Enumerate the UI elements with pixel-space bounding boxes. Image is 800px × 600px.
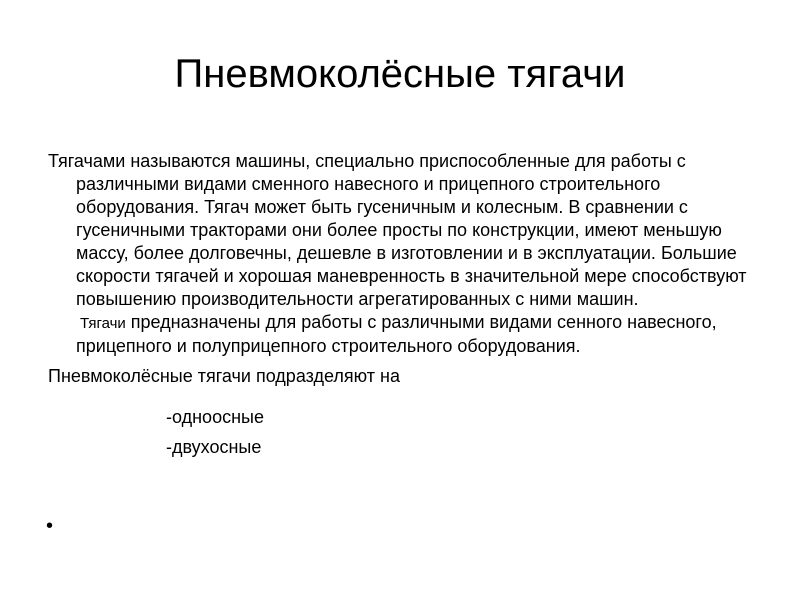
paragraph-purpose: [48, 311, 760, 358]
list-item-single-axle: -одноосные: [166, 407, 264, 427]
slide-body: [48, 150, 760, 459]
paragraph-purpose-lead: Тягачи: [80, 315, 126, 332]
paragraph-definition: Тягачами называются машины, специально приспособленные для работы с различными видами сменного навесного и прицепного строительного оборудования. Тягач может быть гусеничным и колесным. В сравнении с гусеничными тракторами они более просты по конструкции, имеют меньшую массу, более долговечны, дешевле в изготовлении и в эксплуатации. Большие скорости тягачей и хорошая маневренность в значительной мере способствуют повышению производительности агрегатированных с ними машин.: [48, 151, 747, 309]
slide-title: Пневмоколёсные тягачи: [174, 52, 626, 96]
bullet-marker: •: [46, 515, 54, 537]
list-item-two-axle: -двухосные: [166, 437, 262, 457]
paragraph-purpose-rest: предназначены для работы с различными видами сенного навесного, прицепного и полуприцепного строительного оборудования.: [76, 312, 717, 356]
paragraph-classification: Пневмоколёсные тягачи подразделяют на: [48, 366, 400, 386]
